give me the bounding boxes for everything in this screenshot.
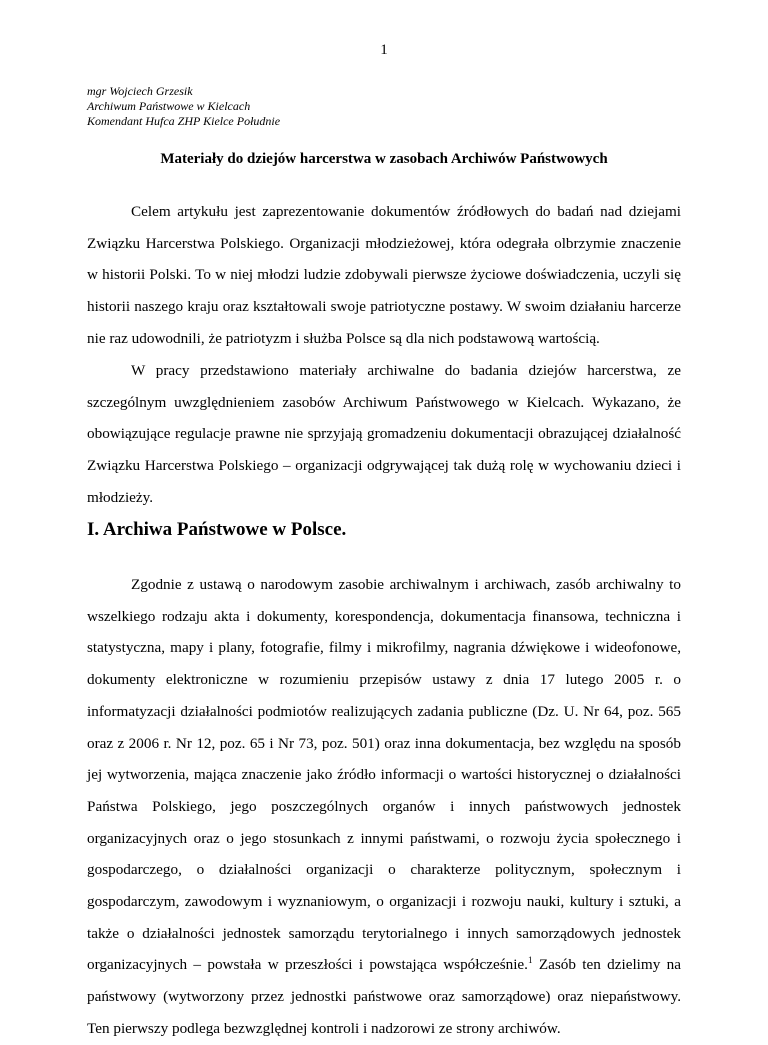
document-title: Materiały do dziejów harcerstwa w zasobach Archiwów Państwowych	[160, 151, 608, 167]
section-paragraph	[87, 569, 681, 1045]
intro-paragraph-2: W pracy przedstawiono materiały archiwalne do badania dziejów harcerstwa, ze szczególnym uwzględnieniem zasobów Archiwum Państwowego w Kielcach. Wykazano, że obowiązujące regulacje prawne nie sprzyjają gromadzeniu dokumentacji obrazującej działalność Związku Harcerstwa Polskiego – organizacji odgrywającej tak dużą rolę w wychowaniu dzieci i młodzieży.	[87, 362, 681, 506]
page-number: 1	[380, 42, 388, 58]
section-paragraph-continuation: Zasób ten dzielimy na państwowy (wytworzony przez jednostki państwowe oraz samorządowe) oraz niepaństwowy. Ten pierwszy podlega bezwzględnej kontroli i nadzorowi ze strony archiwów.	[87, 956, 681, 1037]
footnote-marker[interactable]: 1	[527, 955, 533, 966]
author-name: mgr Wojciech Grzesik	[87, 84, 193, 98]
section-heading: I. Archiwa Państwowe w Polsce.	[87, 519, 347, 540]
author-block	[87, 84, 280, 129]
section-paragraph-text: Zgodnie z ustawą o narodowym zasobie archiwalnym i archiwach, zasób archiwalny to wszelkiego rodzaju akta i dokumenty, korespondencja, dokumentacja finansowa, techniczna i statystyczna, mapy i plany, fotografie, filmy i mikrofilmy, nagrania dźwiękowe i wideofonowe, dokumenty elektroniczne w rozumieniu przepisów ustawy z dnia 17 lutego 2005 r. o informatyzacji działalności podmiotów realizujących zadania publiczne (Dz. U. Nr 64, poz. 565 oraz z 2006 r. Nr 12, poz. 65 i Nr 73, poz. 501) oraz inna dokumentacja, bez względu na sposób jej wytworzenia, mająca znaczenie jako źródło informacji o wartości historycznej o działalności Państwa Polskiego, jego poszczególnych organów i innych państwowych jednostek organizacyjnych oraz o jego stosunkach z innymi państwami, o rozwoju życia społecznego i gospodarczego, o działalności organizacji o charakterze politycznym, społecznym i gospodarczym, zawodowym i wyznaniowym, o organizacji i rozwoju nauki, kultury i sztuki, a także o działalności jednostek samorządu terytorialnego i innych samorządowych jednostek organizacyjnych – powstała w przeszłości i powstająca współcześnie.	[87, 576, 681, 974]
author-role: Komendant Hufca ZHP Kielce Południe	[87, 114, 281, 128]
intro-paragraph-1: Celem artykułu jest zaprezentowanie dokumentów źródłowych do badań nad dziejami Związku Harcerstwa Polskiego. Organizacji młodzieżowej, która odegrała olbrzymie znaczenie w historii Polski. To w niej młodzi ludzie zdobywali pierwsze życiowe doświadczenia, uczyli się historii naszego kraju oraz kształtowali swoje patriotyczne postawy. W swoim działaniu harcerze nie raz udowodnili, że patriotyzm i służba Polsce są dla nich podstawową wartością.	[87, 203, 681, 347]
author-institution: Archiwum Państwowe w Kielcach	[87, 99, 251, 113]
